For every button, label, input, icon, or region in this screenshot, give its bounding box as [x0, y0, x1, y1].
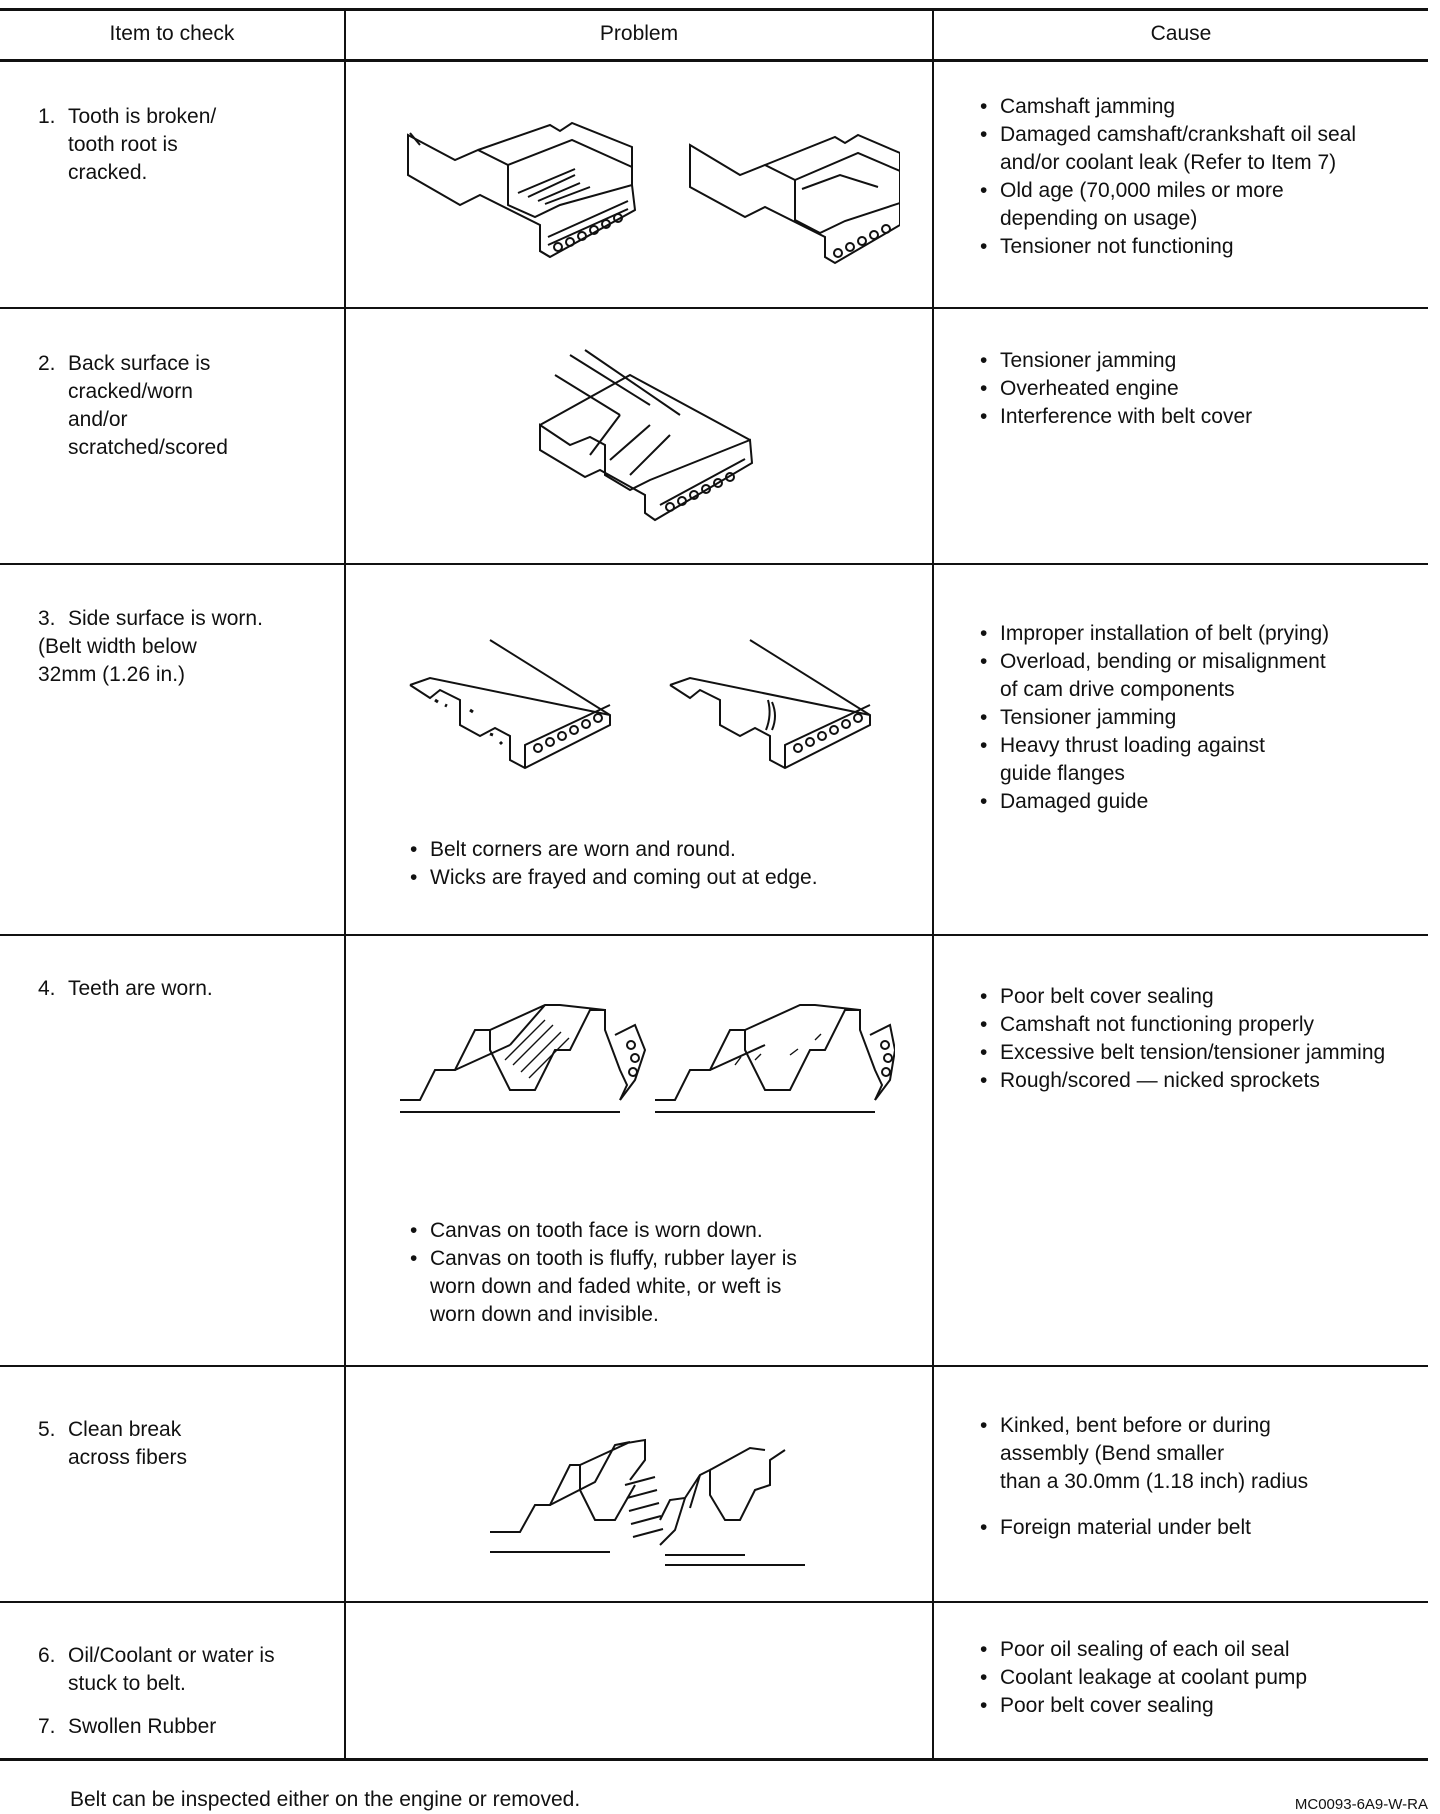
item-text: 32mm (1.26 in.) — [38, 663, 186, 686]
problem-note: • Wicks are frayed and coming out at edge. — [410, 864, 818, 892]
cause-item: • Coolant leakage at coolant pump — [980, 1664, 1307, 1692]
teeth-worn-illustration — [395, 990, 895, 1120]
item-number: 1. — [38, 105, 56, 128]
row-divider — [0, 1601, 1428, 1603]
table-bottom-rule — [0, 1758, 1428, 1761]
item-number: 7. — [38, 1715, 56, 1738]
item-text: Swollen Rubber — [68, 1715, 217, 1738]
figure-code: MC0093-6A9-W-RA — [1294, 1796, 1428, 1813]
footer-note: Belt can be inspected either on the engine or removed. — [70, 1788, 581, 1811]
cause-item: • Kinked, bent before or during — [980, 1412, 1308, 1440]
header-item-to-check: Item to check — [109, 22, 235, 45]
cause-item: • Camshaft jamming — [980, 93, 1356, 121]
item-number: 5. — [38, 1418, 56, 1441]
cause-item-continued: and/or coolant leak (Refer to Item 7) — [1000, 151, 1337, 174]
problem-note-continued: worn down and faded white, or weft is — [430, 1275, 782, 1298]
cause-item-continued: of cam drive components — [1000, 678, 1235, 701]
clean-break-illustration — [485, 1420, 805, 1570]
item-number: 2. — [38, 352, 56, 375]
cause-item: • Poor belt cover sealing — [980, 983, 1385, 1011]
row-divider — [0, 307, 1428, 309]
cause-item: • Tensioner jamming — [980, 704, 1329, 732]
problem-notes-4 — [410, 1217, 797, 1329]
item-number: 6. — [38, 1644, 56, 1667]
problem-note: • Canvas on tooth is fluffy, rubber layer is — [410, 1245, 797, 1273]
causes-6 — [980, 1636, 1307, 1720]
problem-note: • Canvas on tooth face is worn down. — [410, 1217, 797, 1245]
cause-item: • Old age (70,000 miles or more — [980, 177, 1356, 205]
column-divider — [932, 8, 934, 1760]
causes-4 — [980, 983, 1385, 1095]
item-6 — [38, 1642, 275, 1698]
header-problem: Problem — [599, 22, 679, 45]
causes-5 — [980, 1412, 1308, 1542]
item-number: 3. — [38, 607, 56, 630]
cause-item-continued: depending on usage) — [1000, 207, 1198, 230]
problem-note-continued: worn down and invisible. — [430, 1303, 659, 1326]
cause-item: • Improper installation of belt (prying) — [980, 620, 1329, 648]
item-3 — [38, 605, 263, 689]
item-text: cracked. — [68, 161, 148, 184]
item-text: Side surface is worn. — [68, 607, 263, 630]
cause-item: • Tensioner not functioning — [980, 233, 1356, 261]
row-divider — [0, 563, 1428, 565]
cause-item: • Overheated engine — [980, 375, 1252, 403]
item-text: Back surface is — [68, 352, 211, 375]
item-text: cracked/worn — [68, 380, 193, 403]
cause-item-continued: guide flanges — [1000, 762, 1125, 785]
header-bottom-rule — [0, 59, 1428, 62]
cause-item: • Camshaft not functioning properly — [980, 1011, 1385, 1039]
cause-item: • Rough/scored — nicked sprockets — [980, 1067, 1385, 1095]
item-text: across fibers — [68, 1446, 188, 1469]
item-text: and/or — [68, 408, 128, 431]
item-text: Oil/Coolant or water is — [68, 1644, 275, 1667]
cause-item-continued: than a 30.0mm (1.18 inch) radius — [1000, 1470, 1309, 1493]
table-top-rule — [0, 8, 1428, 11]
tooth-broken-illustration — [400, 105, 900, 265]
item-text: Teeth are worn. — [68, 977, 213, 1000]
item-text: Clean break — [68, 1418, 182, 1441]
item-7 — [38, 1713, 216, 1741]
row-divider — [0, 934, 1428, 936]
item-text: (Belt width below — [38, 635, 197, 658]
cause-item: • Excessive belt tension/tensioner jamming — [980, 1039, 1385, 1067]
cause-item: • Poor oil sealing of each oil seal — [980, 1636, 1307, 1664]
item-text: stuck to belt. — [68, 1672, 186, 1695]
side-surface-worn-illustration — [400, 630, 890, 780]
row-divider — [0, 1365, 1428, 1367]
cause-item: • Damaged camshaft/crankshaft oil seal — [980, 121, 1356, 149]
problem-note: • Belt corners are worn and round. — [410, 836, 818, 864]
cause-item: • Tensioner jamming — [980, 347, 1252, 375]
header-cause: Cause — [1150, 22, 1212, 45]
item-text: Tooth is broken/ — [68, 105, 217, 128]
item-text: tooth root is — [68, 133, 178, 156]
cause-item: • Heavy thrust loading against — [980, 732, 1329, 760]
item-1 — [38, 103, 216, 187]
causes-1 — [980, 93, 1356, 261]
cause-item: • Overload, bending or misalignment — [980, 648, 1329, 676]
column-divider — [344, 8, 346, 1760]
item-2 — [38, 350, 228, 462]
cause-item: • Interference with belt cover — [980, 403, 1252, 431]
causes-2 — [980, 347, 1252, 431]
cause-item: • Damaged guide — [980, 788, 1329, 816]
back-surface-cracked-illustration — [530, 345, 760, 525]
cause-item: • Poor belt cover sealing — [980, 1692, 1307, 1720]
cause-item-continued: assembly (Bend smaller — [1000, 1442, 1225, 1465]
item-5 — [38, 1416, 187, 1472]
causes-3 — [980, 620, 1329, 816]
cause-item: • Foreign material under belt — [980, 1514, 1308, 1542]
item-4 — [38, 975, 213, 1003]
problem-notes-3 — [410, 836, 818, 892]
item-text: scratched/scored — [68, 436, 228, 459]
item-number: 4. — [38, 977, 56, 1000]
